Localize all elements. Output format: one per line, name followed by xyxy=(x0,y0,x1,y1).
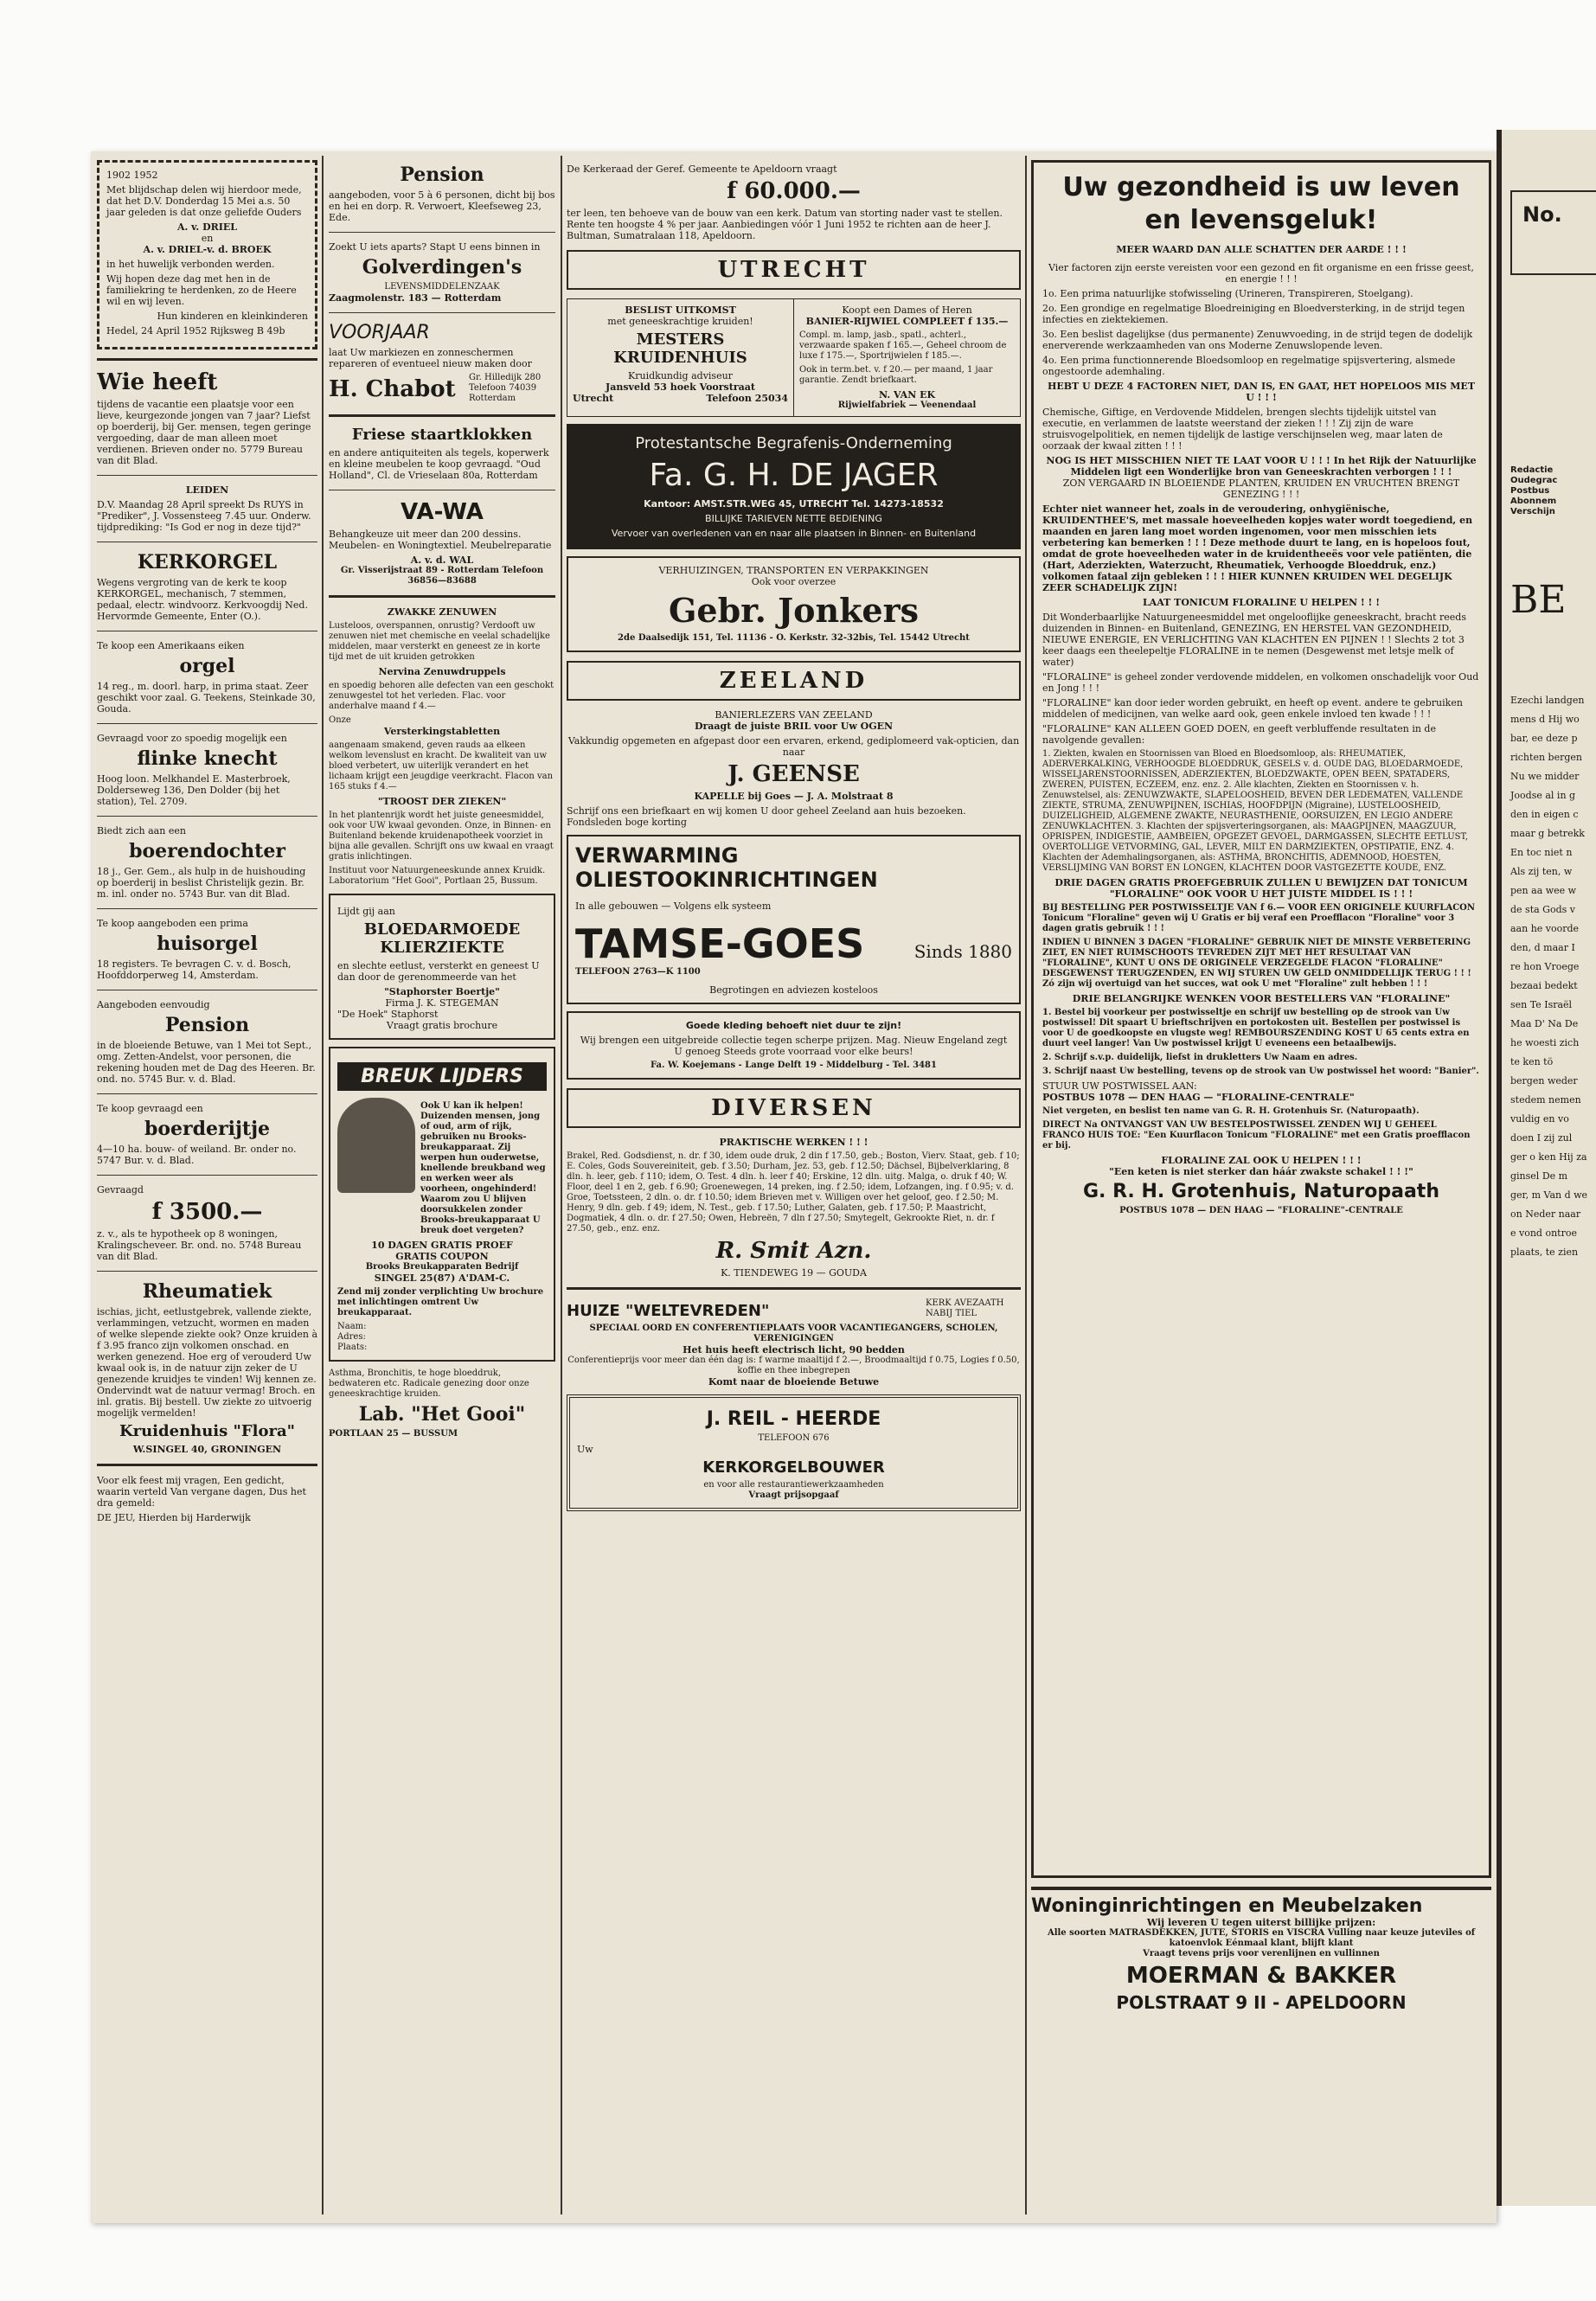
column-4 xyxy=(1031,160,1491,2210)
klier-ad: Lijdt gij aan BLOEDARMOEDE KLIERZIEKTE en slechte eetlust, versterkt en geneest U dan door de gerenommeerde van het "Staphorster Boertje" Firma J. K. STEGEMAN "De Hoek" Staphorst Vraagt gratis brochure xyxy=(329,894,555,1040)
column-rule xyxy=(322,156,324,2214)
jonkers-ad: VERHUIZINGEN, TRANSPORTEN EN VERPAKKINGEN Ook voor overzee Gebr. Jonkers 2de Daalsedijk 151, Tel. 11136 - O. Kerkstr. 32-32bis, Tel. 15442 Utrecht xyxy=(567,556,1021,652)
column-rule xyxy=(1025,156,1027,2214)
column-2: Pension aangeboden, voor 5 à 6 personen, dicht bij bos en hei en dorp. R. Verwoert, Kleefseweg 23, Ede. Zoekt U iets aparts? Stapt U eens binnen in Golverdingen's LEVENSMIDDELENZAAK Zaagmolenstr. 183 — Rotterdam VOORJAAR laat Uw markiezen en zonneschermen repareren of eventueel nieuw maken door H. Chabot Gr. Hilledijk 280 Telefoon 74039 Rotterdam Friese staartklokken en andere antiquiteiten als tegels, koperwerk en kleine meubelen te koop gevraagd. "Oud Holland", Cl. de Vrieselaan 80a, Rotterdam VA-WA Behangkeuze uit meer dan 200 dessins. Meubelen- en Woningtextiel. Meubelreparatie A. v. d. WAL Gr. Visserijstraat 89 - Rotterdam Telefoon 36856—83688 ZWAKKE ZENUWEN Lusteloos, overspannen, onrustig? Verdooft uw zenuwen niet met chemische en veelal schadelijke middelen, maar versterkt en geneest ze in korte tijd met de uit kruiden getrokken Nervina Zenuwdruppels en spoedig behoren alle defecten van een geschokt zenuwgestel tot het verleden. Flac. voor anderhalve maand f 4.— Onze Versterkingstabletten aangenaam smakend, geven rauds aa elkeen welkom levenslust en kracht. De kwaliteit van uw bloed verbetert, uw uiterlijk verandert en het lichaam krijgt een jeugdige veerkracht. Flacon van 165 stuks f 4.— "TROOST DER ZIEKEN" In het plantenrijk wordt het juiste geneesmiddel, ook voor UW kwaal gevonden. Onze, in Binnen- en Buitenland bekende kruidenapotheek voorziet in bijna alle gevallen. Schrijft ons uw kwaal en vraagt gratis inlichtingen. Instituut voor Natuurgeneeskunde annex Kruidk. Laboratorium "Het Gooi", Portlaan 25, Bussum. Lijdt gij aan BLOEDARMOEDE KLIERZIEKTE en slechte eetlust, versterkt en geneest U dan door de gerenommeerde van het "Staphorster Boertje" Firma J. K. STEGEMAN "De Hoek" Staphorst Vraagt gratis brochure BREUK LIJDERS Ook U kan ik helpen! Duizenden mensen, jong of oud, arm of rijk, gebruiken nu Brooks-breukapparaat. Zij werpen hun ouderwetse, knellende breukband weg en werken weer als voorheen, ongehinderd! Waarom zou U blijven doorsukkelen zonder Brooks-breukapparaat U breuk doet vergeten? 10 DAGEN GRATIS PROEF GRATIS COUPON Brooks Breukapparaten Bedrijf SINGEL 25(87) A'DAM-C. Zend mij zonder verplichting Uw brochure met inlichtingen omtrent Uw breukapparaat. Naam: Adres: Plaats: Asthma, Bronchitis, te hoge bloeddruk, bedwateren etc. Radicale genezing door onze geneeskrachtige kruiden. Lab. "Het Gooi" PORTLAAN 25 — BUSSUM xyxy=(329,163,555,1439)
reil-ad: J. REIL - HEERDE TELEFOON 676 Uw KERKORGELBOUWER en voor alle restaurantiewerkzaamheden Vraagt prijsopgaaf xyxy=(567,1394,1021,1511)
floraline-ad: Uw gezondheid is uw leven en levensgeluk! MEER WAARD DAN ALLE SCHATTEN DER AARDE ! ! ! Vier factoren zijn eerste vereisten voor een gezond en fit organisme en een frisse geest, en energie ! ! ! 1o. Een prima natuurlijke stofwisseling (Urineren, Transpireren, Stoelgang). 2o. Een grondige en regelmatige Bloedreiniging en Bloedversterking, in de strijd tegen infecties en ziektekiemen. 3o. Een beslist dagelijkse (dus permanente) Zenuwvoeding, in de strijd tegen de dodelijk enerverende werkzaamheden van ons Moderne Zenuwslopende leven. 4o. Een prima functionnerende Bloedsomloop en regelmatige spijsvertering, alsmede ongestoorde ademhaling. HEBT U DEZE 4 FACTOREN NIET, DAN IS, EN GAAT, HET HOPELOOS MIS MET U ! ! ! Chemische, Giftige, en Verdovende Middelen, brengen slechts tijdelijk uitstel van executie, en verlammen de laatste weerstand der zieken ! ! ! Zij zijn de ware struisvogelpolitiek, en nemen tijdelijk de lastige verschijnselen weg, maar laten de oorzaak der kwaal zitten ! ! ! NOG IS HET MISSCHIEN NIET TE LAAT VOOR U ! ! ! In het Rijk der Natuurlijke Middelen ligt een Wonderlijke bron van Geneeskrachten verborgen ! ! ! ZON VERGAARD IN BLOEIENDE PLANTEN, KRUIDEN EN VRUCHTEN BRENGT GENEZING ! ! ! Echter niet wanneer het, zoals in de veroudering, onhygiënische, KRUIDENTHEE'S, met massale hoeveelheden kopjes water wordt toegediend, en maanden en jaren lang moet worden ingenomen, voor men misschien iets verbetering kan bemerken ! ! ! Deze methode duurt te lang, en is hopeloos fout, omdat de grote hoeveelheden water in de kruidentheeës voor vele patiënten, die (Hart, Aderziekten, Waterzucht, Rheumatiek, Verhoogde Bloeddruk, enz.) volkomen fataal zijn gebleken ! ! ! HIER KUNNEN KRUIDEN WEL DEGELIJK ZEER SCHADELIJK ZIJN! LAAT TONICUM FLORALINE U HELPEN ! ! ! Dit Wonderbaarlijke Natuurgeneesmiddel met ongelooflijke geneeskracht, bracht reeds duizenden in Binnen- en Buitenland, GENEZING, EN HERSTEL VAN GEZONDHEID, NIEUWE ENERGIE, EN VERLICHTING VAN KLACHTEN EN PIJNEN ! ! Slechts 2 tot 3 keer daags een theelepeltje FLORALINE in te nemen (Desgewenst met letsje melk of water) "FLORALINE" is geheel zonder verdovende middelen, en volkomen onschadelijk voor Oud en Jong ! ! ! "FLORALINE" kan door ieder worden gebruikt, en heeft op event. andere te gebruiken middelen of medicijnen, van welke aard ook, geen enkele invloed ten kwade ! ! ! "FLORALINE" KAN ALLEEN GOED DOEN, en geeft verbluffende resultaten in de navolgende gevallen: 1. Ziekten, kwalen en Stoornissen van Bloed en Bloedsomloop, als: RHEUMATIEK, ADERVERKALKING, VERHOOGDE BLOEDDRUK, GESELS v. d. OUDE DAG, BLOEDARMOEDE, WISSELJARENSTOORNISSEN, ADERZIEKTEN, BLOEDZWAKTE, OPEN BEEN, SPATADERS, ZWEREN, PUISTEN, ECZEEM, enz. enz. 2. Alle klachten, Ziekten en Stoornissen v. h. Zenuwstelsel, als: ZENUWZWAKTE, SLAPELOOSHEID, BEVEN DER LEDEMATEN, VALLENDE ZIEKTE, STRUMA, ZENUWPIJNEN, ISCHIAS, HOOFDPIJN (Migraine), LUSTELOOSHEID, DUIZELIGHEID, ALGEMENE ZWAKTE, NEURASTHENIE, OORSUIZEN, EN LEGIO ANDERE ZENUWKLACHTEN. 3. Klachten der spijsverteringsorganen, als: MAAGPIJNEN, MAAGZUUR, OPRISPEN, INDIGESTIE, AAMBEIEN, OPGEZET GEVOEL, DARMGASSEN, SLECHTE EETLUST, OVERTOLLIGE VETVORMING, GAL, LEVER, MILT EN DARMZIEKTEN, OPSTIPATIE, ENZ. 4. Klachten der Ademhalingsorganen, als: ASTHMA, BRONCHITIS, ADEMNOOD, HOESTEN, VERSLIJMING VAN BORST EN LONGEN, KLACHTEN DOOR VASTGEZETTE KOUDE, ENZ. DRIE DAGEN GRATIS PROEFGEBRUIK ZULLEN U BEWIJZEN DAT TONICUM "FLORALINE" OOK VOOR U HET JUISTE MIDDEL IS ! ! ! BIJ BESTELLING PER POSTWISSELTJE VAN f 6.— VOOR EEN ORIGINELE KUURFLACON Tonicum "Floraline" geven wij U Gratis er bij veraf een Proefflacon "Floraline" voor 3 dagen gratis gebruik ! ! ! INDIEN U BINNEN 3 DAGEN "FLORALINE" GEBRUIK NIET DE MINSTE VERBETERING ZIET, EN NIET RUIMSCHOOTS TEVREDEN ZIJT MET HET RESULTAAT VAN "FLORALINE", KUNT U ONS DE ORIGINELE VERZEGELDE FLACON "FLORALINE" DESGEWENST TERUGZENDEN, EN WIJ STUREN UW GELD ONMIDDELLIJK TERUG ! ! ! Zó zijn wij overtuigd van het succes, wat ook U met "Floraline" zult hebben ! ! ! DRIE BELANGRIJKE WENKEN VOOR BESTELLERS VAN "FLORALINE" 1. Bestel bij voorkeur per postwisseltje en schrijf uw bestelling op de strook van Uw postwissel! Dit spaart U brieftschrijven en portokosten uit. Bestellen per postwissel is voor U de goedkoopste en vlugste weg! REMBOURSZENDING KOST U 65 cents extra en duurt veel langer! Van Uw postwissel krijgt U eveneens een betaalbewijs. 2. Schrijf s.v.p. duidelijk, liefst in drukletters Uw Naam en adres. 3. Schrijf naast Uw bestelling, tevens op de strook van Uw postwissel het woord: "Banier". STUUR UW POSTWISSEL AAN: POSTBUS 1078 — DEN HAAG — "FLORALINE-CENTRALE" Niet vergeten, en beslist ten name van G. R. H. Grotenhuis Sr. (Naturopaath). DIRECT Na ONTVANGST VAN UW BESTELPOSTWISSEL ZENDEN WIJ U GEHEEL FRANCO HUIS TOE: "Een Kuurflacon Tonicum "FLORALINE" met een Gratis proefflacon er bij. FLORALINE ZAL OOK U HELPEN ! ! ! "Een keten is niet sterker dan háár zwakste schakel ! ! !" G. R. H. Grotenhuis, Naturopaath POSTBUS 1078 — DEN HAAG — "FLORALINE"-CENTRALE xyxy=(1031,160,1491,1878)
portrait-image xyxy=(337,1098,415,1193)
kleding-ad: Goede kleding behoeft niet duur te zijn! Wij brengen een uitgebreide collectie tegen scherpe prijzen. Mag. Nieuw Engeland zegt U genoeg Steeds grote voorraad voor elke beurs! Fa. W. Koejemans - Lange Delft 19 - Middelburg - Tel. 3481 xyxy=(567,1011,1021,1080)
breuk-ad: BREUK LIJDERS Ook U kan ik helpen! Duizenden mensen, jong of oud, arm of rijk, gebruiken nu Brooks-breukapparaat. Zij werpen hun ouderwetse, knellende breukband weg en werken weer als voorheen, ongehinderd! Waarom zou U blijven doorsukkelen zonder Brooks-breukapparaat U breuk doet vergeten? 10 DAGEN GRATIS PROEF GRATIS COUPON Brooks Breukapparaten Bedrijf SINGEL 25(87) A'DAM-C. Zend mij zonder verplichting Uw brochure met inlichtingen omtrent Uw breukapparaat. Naam: Adres: Plaats: xyxy=(329,1047,555,1362)
utrecht-ads: BESLIST UITKOMST met geneeskrachtige kruiden! MESTERS KRUIDENHUIS Kruidkundig adviseur Jansveld 53 hoek Voorstraat Utrecht Telefoon 25034 Koopt een Dames of Heren BANIER-RIJWIEL COMPLEET f 135.— Compl. m. lamp, jasb., spatl., achterl., verzwaarde spaken f 165.—, Geheel chroom de luxe f 175.—, Sportrijwielen f 185.—. Ook in term.bet. v. f 20.— per maand, 1 jaar garantie. Zendt briefkaart. N. VAN EK Rijwielfabriek — Veenendaal xyxy=(567,298,1021,417)
column-1: 1902 1952 Met blijdschap delen wij hierdoor mede, dat het D.V. Donderdag 15 Mei a.s. 50 jaar geleden is dat onze geliefde Ouders A. v. DRIEL en A. v. DRIEL-v. d. BROEK in het huwelijk verbonden werden. Wij hopen deze dag met hen in de familiekring te herdenken, zo de Heere wil en wij leven. Hun kinderen en kleinkinderen Hedel, 24 April 1952 Rijksweg B 49b Wie heeft tijdens de vacantie een plaatsje voor een lieve, keurgezonde jongen van 7 jaar? Liefst op boerderij, bij Ger. mensen, tegen geringe vergoeding, daar de man alleen moet verdienen. Brieven onder no. 5779 Bureau van dit Blad. LEIDEN D.V. Maandag 28 April spreekt Ds RUYS in "Prediker", J. Vossensteeg 7.45 uur. Onderw. tijdprediking: "Is God er nog in deze tijd?" KERKORGEL Wegens vergroting van de kerk te koop KERKORGEL, mechanisch, 7 stemmen, pedaal, electr. windvoorz. Kerkvoogdij Ned. Hervormde Gemeente, Enter (O.). Te koop een Amerikaans eiken orgel 14 reg., m. doorl. harp, in prima staat. Zeer geschikt voor zaal. G. Teekens, Steinkade 30, Gouda. Gevraagd voor zo spoedig mogelijk een flinke knecht Hoog loon. Melkhandel E. Masterbroek, Dolderseweg 136, Den Dolder (bij het station), Tel. 2709. Biedt zich aan een boerendochter 18 j., Ger. Gem., als hulp in de huishouding op boerderij in beslist Christelijk gezin. Br. m. inl. onder no. 5743 Bur. van dit Blad. Te koop aangeboden een prima huisorgel 18 registers. Te bevragen C. v. d. Bosch, Hoofddorperweg 14, Amsterdam. Aangeboden eenvoudig Pension in de bloeiende Betuwe, van 1 Mei tot Sept., omg. Zetten-Andelst, voor personen, die rekening houden met de Dag des Heeren. Br. ond. no. 5745 Bur. v. d. Blad. Te koop gevraagd een boerderijtje 4—10 ha. bouw- of weiland. Br. onder no. 5747 Bur. v. d. Blad. Gevraagd f 3500.— z. v., als te hypotheek op 8 woningen, Kralingscheveer. Br. ond. no. 5748 Bureau van dit Blad. Rheumatiek ischias, jicht, eetlustgebrek, vallende ziekte, verlammingen, vetzucht, wormen en maden of welke slepende ziekte ook? Onze kruiden à f 3.95 franco zijn volkomen onschad. en werken genezend. Hoe erg of verouderd Uw kwaal ook is, in de natuur zijn zeker de U genezende kruidjes te vinden! Wij kennen ze. Ondervindt wat de natuur vermag! Broch. en inl. gratis. Bij bestell. Uw ziekte zo uitvoerig mogelijk vermelden! Kruidenhuis "Flora" W.SINGEL 40, GRONINGEN Voor elk feest mij vragen, Een gedicht, waarin verteld Van vergane dagen, Dus het dra gemeld: DE JEU, Hierden bij Harderwijk xyxy=(97,160,317,2210)
column-rule xyxy=(561,156,562,2214)
birth-announcement: 1902 1952 Met blijdschap delen wij hierdoor mede, dat het D.V. Donderdag 15 Mei a.s. 50 jaar geleden is dat onze geliefde Ouders A. v. DRIEL en A. v. DRIEL-v. d. BROEK in het huwelijk verbonden werden. Wij hopen deze dag met hen in de familiekring te herdenken, zo de Heere wil en wij leven. Hun kinderen en kleinkinderen Hedel, 24 April 1952 Rijksweg B 49b xyxy=(97,160,317,349)
heading: Wie heeft xyxy=(97,369,218,395)
verwarming-ad: VERWARMING OLIESTOOKINRICHTINGEN In alle gebouwen — Volgens elk systeem TAMSE-GOES Sinds 1880 TELEFOON 2763—K 1100 Begrotingen en adviezen kosteloos xyxy=(567,835,1021,1004)
column-3: De Kerkeraad der Geref. Gemeente te Apeldoorn vraagt f 60.000.— ter leen, ten behoeve van de bouw van een kerk. Datum van storting nader vast te stellen. Rente ten hoogste 4 % per jaar. Aanbiedingen vóór 1 Juni 1952 te richten aan de heer J. Bultman, Sumatralaan 118, Apeldoorn. UTRECHT BESLIST UITKOMST met geneeskrachtige kruiden! MESTERS KRUIDENHUIS Kruidkundig adviseur Jansveld 53 hoek Voorstraat Utrecht Telefoon 25034 Koopt een Dames of Heren BANIER-RIJWIEL COMPLEET f 135.— Compl. m. lamp, jasb., spatl., achterl., verzwaarde spaken f 165.—, Geheel chroom de luxe f 175.—, Sportrijwielen f 185.—. Ook in term.bet. v. f 20.— per maand, 1 jaar garantie. Zendt briefkaart. N. VAN EK Rijwielfabriek — Veenendaal Protestantsche Begrafenis-Onderneming Fa. G. H. DE JAGER Kantoor: AMST.STR.WEG 45, UTRECHT Tel. 14273-18532 BILLIJKE TARIEVEN NETTE BEDIENING Vervoer van overledenen van en naar alle plaatsen in Binnen- en Buitenland VERHUIZINGEN, TRANSPORTEN EN VERPAKKINGEN Ook voor overzee Gebr. Jonkers 2de Daalsedijk 151, Tel. 11136 - O. Kerkstr. 32-32bis, Tel. 15442 Utrecht ZEELAND BANIERLEZERS VAN ZEELAND Draagt de juiste BRIL voor Uw OGEN Vakkundig opgemeten en afgepast door een ervaren, erkend, gediplomeerd vak-opticien, dan naar J. GEENSE KAPELLE bij Goes — J. A. Molstraat 8 Schrijf ons een briefkaart en wij komen U door geheel Zeeland aan huis bezoeken. Fondsleden boge korting VERWARMING OLIESTOOKINRICHTINGEN In alle gebouwen — Volgens elk systeem TAMSE-GOES Sinds 1880 TELEFOON 2763—K 1100 Begrotingen en adviezen kosteloos Goede kleding behoeft niet duur te zijn! Wij brengen een uitgebreide collectie tegen scherpe prijzen. Mag. Nieuw Engeland zegt U genoeg Steeds grote voorraad voor elke beurs! Fa. W. Koejemans - Lange Delft 19 - Middelburg - Tel. 3481 DIVERSEN PRAKTISCHE WERKEN ! ! ! Brakel, Red. Godsdienst, n. dr. f 30, idem oude druk, 2 din f 17.50, geb.; Boston, Vierv. Staat, geb. f 10; E. Coles, Gods Souvereiniteit, geb. f 3.50; Durham, Jez. 53, geb. f 12.50; Dächsel, Bijbelverklaring, 8 dln. h. leer, geb. f 110; idem, O. Test. 4 dln. h. leer f 40; Erskine, 12 dln. uitg. Malga, o. druk f 40; W. Floor, deel 1 en 2, geb. f 6.90; Groenewegen, 14 preken, ing. f 2.50; idem, Lofzangen, ing. f 0.95; v. d. Groe, Toetssteen, 2 dln. o. dr. f 10.50; idem Brieven met v. Willigen over het geloof, geo. f 2.50; M. Henry, 9 dln. geb. f 49; idem, N. Test., geb. f 17.50; Luther, Galaten, geb. f 17.50; P. Maastricht, Dogmatiek, 4 dln. o. dr. f 27.50; Owen, Hebreën, 7 dln f 27.50; Smytegelt, Gekrookte Riet, n. dr. f 27.50, geb., enz. enz. R. Smit Azn. K. TIENDEWEG 19 — GOUDA HUIZE "WELTEVREDEN" KERK AVEZAATH NABIJ TIEL SPECIAAL OORD EN CONFERENTIEPLAATS VOOR VACANTIEGANGERS, SCHOLEN, VERENIGINGEN Het huis heeft electrisch licht, 90 bedden Conferentieprijs voor meer dan één dag is: f warme maaltijd f 2.—, Broodmaaltijd f 0.75, Logies f 0.50, koffie en thee inbegrepen Komt naar de bloeiende Betuwe J. REIL - HEERDE TELEFOON 676 Uw KERKORGELBOUWER en voor alle restaurantiewerkzaamheden Vraagt prijsopgaaf xyxy=(567,160,1021,2210)
adjacent-page: No. Redactie Oudegrac Postbus Abonnem Verschijn BE Ezechi landgen mens d Hij wo bar, ee deze p richten bergen Nu we midder Joodse al in g den in eigen c maar g betrekk En toc niet n Als zij ten, w pen aa wee w de sta Gods v aan he voorde den, d maar I re hon Vroege bezaai bedekt sen Te Israël Maa D' Na De he woesti zich te ken tö bergen weder stedem nemen vuldig en vo doen I zij zul ger o ken Hij za ginsel De m ger, m Van d we on Neder naar e vond ontroe plaats, te zien xyxy=(1497,130,1596,2206)
jager-ad: Protestantsche Begrafenis-Onderneming Fa. G. H. DE JAGER Kantoor: AMST.STR.WEG 45, UTRECHT Tel. 14273-18532 BILLIJKE TARIEVEN NETTE BEDIENING Vervoer van overledenen van en naar alle plaatsen in Binnen- en Buitenland xyxy=(567,424,1021,549)
moerman-ad: Woninginrichtingen en Meubelzaken Wij leveren U tegen uiterst billijke prijzen: Alle soorten MATRASDEKKEN, JUTE, STORIS en VISCRA Vulling naar keuze juteviles of katoenvlok Eénmaal klant, blijft klant Vraagt tevens prijs voor verenlijnen en vullinnen MOERMAN & BAKKER POLSTRAAT 9 II - APELDOORN xyxy=(1031,1887,1491,2013)
